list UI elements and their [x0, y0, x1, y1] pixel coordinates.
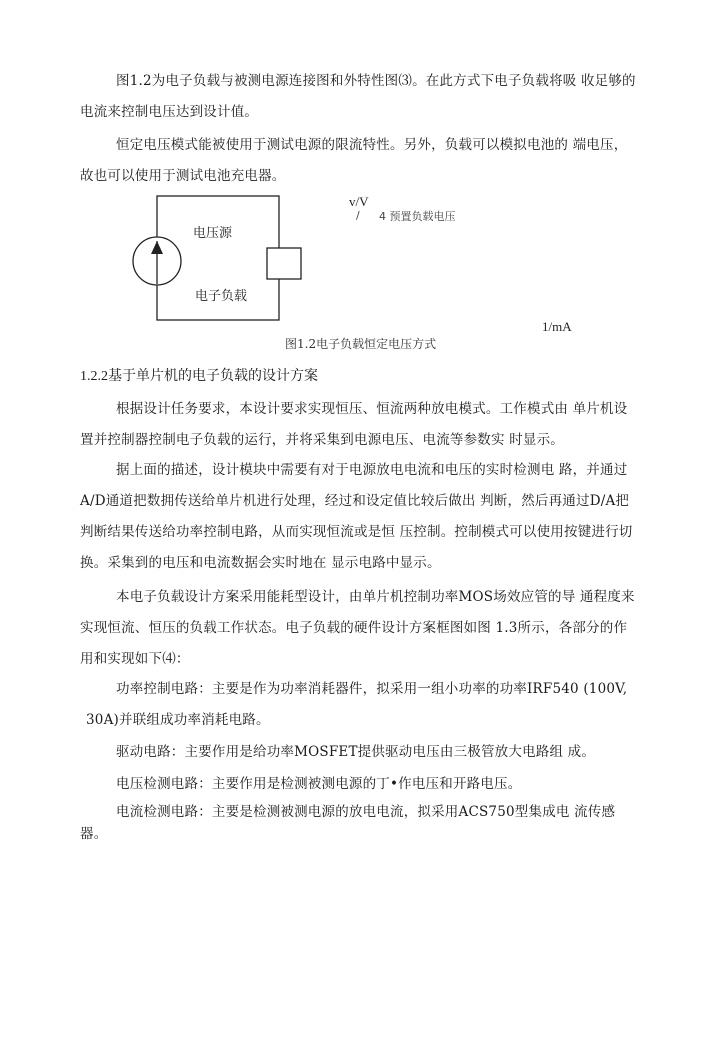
- section-heading: 1.2.2基于单片机的电子负载的设计方案: [80, 369, 318, 384]
- paragraph-voltage-detection: 电压检测电路：主要作用是检测被测电源的丁•作电压和开路电压。: [116, 776, 522, 792]
- figure-connection-diagram: [120, 186, 600, 336]
- paragraph-design-scheme: 本电子负载设计方案采用能耗型设计，由单片机控制功率MOS场效应管的导 通程度来实现恒流、恒压的负载工作状态。电子负载的硬件设计方案框图如图 1.3所示，各部分的作用和实现如下⑷：: [80, 589, 635, 667]
- paragraph-constant-voltage: 恒定电压模式能被使用于测试电源的限流特性。另外，负载可以模拟电池的 端电压，故也可以使用于测试电池充电器。: [80, 137, 628, 184]
- paragraph-power-control-line1: 功率控制电路：主要是作为功率消耗器件，拟采用一组小功率的功率IRF540 (100V,: [116, 681, 628, 697]
- axis-slash-mark: /: [356, 209, 360, 222]
- source-label: 电压源: [193, 226, 233, 241]
- load-label: 电子负载: [195, 289, 248, 304]
- y-axis-label: v/V: [349, 194, 369, 209]
- paragraph-power-control-line2: 30A)并联组成功率消耗电路。: [86, 712, 270, 728]
- load-box-symbol: [267, 248, 301, 279]
- paragraph-module-description: 据上面的描述，设计模块中需要有对于电源放电电流和电压的实时检测电 路，并通过A/D通道把数拥传送给单片机进行处理，经过和设定值比较后做出 判断，然后再通过D/A把判断结果传送给功率控制电路，从而实现恒流或是恒 压控制。控制模式可以使用按键进行切换。采集到的电压和电流数据会实时地在 显示电路中显示。: [80, 462, 633, 571]
- paragraph-intro: 图1.2为电子负载与被测电源连接图和外特性图⑶。在此方式下电子负载将吸 收足够的电流来控制电压达到设计值。: [80, 73, 636, 120]
- paragraph-current-detection: 电流检测电路：主要是检测被测电源的放电电流，拟采用ACS750型集成电 流传感器。: [80, 804, 616, 842]
- figure-caption: 图1.2电子负载恒定电压方式: [285, 337, 437, 351]
- paragraph-design-requirements: 根据设计任务要求，本设计要求实现恒压、恒流两种放电模式。工作模式由 单片机设置并控制器控制电子负载的运行，并将采集到电源电压、电流等参数实 时显示。: [80, 401, 628, 448]
- preset-voltage-label: 4 预置负载电压: [379, 210, 456, 223]
- paragraph-drive-circuit: 驱动电路：主要作用是给功率MOSFET提供驱动电压由三极管放大电路组 成。: [116, 744, 596, 760]
- x-axis-label: 1/mA: [542, 319, 572, 334]
